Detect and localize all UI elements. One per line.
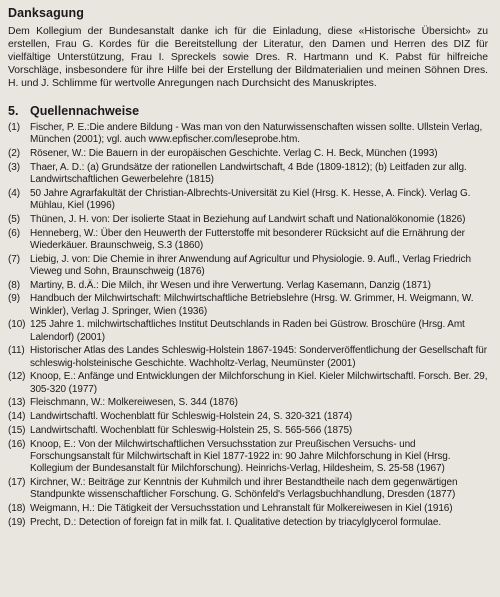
reference-number: (9): [8, 293, 20, 305]
reference-item: [8, 439, 488, 476]
reference-number: (14): [8, 411, 26, 423]
reference-text: Thaer, A. D.: (a) Grundsätze der rationellen Landwirtschaft, 4 Bde (1809-1812); (b) Leitfaden zur allg. Landwirtschaftlichen Gewerbelehre (1815): [30, 161, 467, 185]
reference-text: Knoop, E.: Von der Milchwirtschaftlichen Versuchsstation zur Preußischen Versuchs- und Forschungsanstalt für Milchwirtschaft in Kiel 1877-1922 in: 90 Jahre Milchforschung in Kiel (Hrsg. Kollegium der Bundesanstalt für Milchforschung). Heinrichs-Verlag, Hildesheim, S. 25-58 (1967): [30, 438, 451, 475]
reference-text: 125 Jahre 1. milchwirtschaftliches Institut Deutschlands in Raden bei Güstrow. Broschüre (Hrsg. Amt Lalendorf) (2001): [30, 319, 465, 343]
reference-item: [8, 122, 488, 146]
section-number: 5.: [8, 104, 19, 118]
reference-text: Knoop, E.: Anfänge und Entwicklungen der Milchforschung in Kiel. Kieler Milchwirtschaftl. Forsch. Ber. 29, 305-320 (1977): [30, 371, 488, 395]
reference-number: (16): [8, 438, 26, 450]
reference-number: (17): [8, 476, 26, 488]
reference-text: Kirchner, W.: Beiträge zur Kenntnis der Kuhmilch und ihrer Bestandtheile nach dem gegenwärtigen Standpunkte wissenschaftlicher Forschung. G. Schönfeld's Verlagsbuchhandlung, Dresden (1877): [30, 476, 458, 501]
reference-number: (7): [8, 253, 20, 265]
reference-item: [8, 425, 488, 437]
reference-text: Martiny, B. d.Ä.: Die Milch, ihr Wesen und ihre Verwertung. Verlag Kasemann, Danzig (1871): [30, 279, 431, 291]
reference-text: Liebig, J. von: Die Chemie in ihrer Anwendung auf Agricultur und Physiologie. 9. Aufl., Verlag Friedrich Vieweg und Sohn, Braunschweig (1876): [30, 253, 471, 277]
reference-text: Rösener, W.: Die Bauern in der europäischen Geschichte. Verlag C. H. Beck, München (1993): [30, 148, 438, 159]
reference-number: (10): [8, 319, 26, 331]
reference-item: [8, 345, 488, 369]
reference-text: Fleischmann, W.: Molkereiwesen, S. 344 (1876): [30, 397, 238, 409]
reference-number: (19): [8, 516, 26, 528]
reference-number: (12): [8, 371, 26, 383]
reference-text: Thünen, J. H. von: Der isolierte Staat in Beziehung auf Landwirt schaft und Nationalökonomie (1826): [30, 213, 466, 225]
reference-number: (18): [8, 502, 26, 514]
reference-item: [8, 188, 488, 212]
reference-text: Henneberg, W.: Über den Heuwerth der Futterstoffe mit besonderer Rücksicht auf die Ernährung der Wiederkäuer. Braunschweig, S.3 (1860): [30, 227, 465, 251]
reference-item: [8, 411, 488, 423]
reference-item: [8, 517, 488, 529]
reference-number: (11): [8, 345, 25, 357]
reference-text: 50 Jahre Agrarfakultät der Christian-Albrechts-Universität zu Kiel (Hrsg. K. Hesse, A. Finck). Verlag G. Mühlau, Kiel (1996): [30, 187, 471, 211]
reference-text: Precht, D.: Detection of foreign fat in milk fat. I. Qualitative detection by triacylglycerol formulae.: [30, 516, 441, 528]
reference-item: [8, 477, 488, 501]
reference-text: Landwirtschaftl. Wochenblatt für Schleswig-Holstein 25, S. 565-566 (1875): [30, 424, 353, 436]
reference-text: Fischer, P. E.:Die andere Bildung - Was man von den Naturwissenschaften wissen sollte. Ullstein Verlag, München (2001); vgl. auch www.epfischer.com/leseprobe.htm.: [30, 122, 483, 146]
reference-text: Handbuch der Milchwirtschaft: Milchwirtschaftliche Betriebslehre (Hrsg. W. Grimmer, H. Weigmann, W. Winkler), Verlag J. Springer, Wien (1936): [30, 293, 474, 317]
reference-number: (6): [8, 227, 20, 239]
acknowledgements-text: Dem Kollegium der Bundesanstalt danke ich für die Einladung, diese «Historische Übersicht» zu erstellen, Frau G. Kordes für die Bereitstellung der Literatur, den Damen und Herren des DIZ für vielfältige Unterstützung, Frau I. Spreckels sowie Dres. R. Hartmann und K. Pabst für hilfreiche Vorschläge, insbesondere für ihre Hilfe bei der Erstellung der Bildmaterialien und meinen Söhnen Dres. H. und J. Schlimme für wertvolle Anregungen nach Durchsicht des Manuskriptes.: [8, 26, 488, 89]
reference-number: (13): [8, 397, 26, 409]
reference-item: [8, 503, 488, 515]
reference-item: [8, 162, 488, 186]
reference-item: [8, 319, 488, 343]
reference-item: [8, 397, 488, 409]
reference-item: [8, 280, 488, 292]
section-title: Quellennachweise: [30, 104, 140, 118]
reference-number: (2): [8, 148, 20, 159]
reference-item: [8, 228, 488, 252]
reference-item: [8, 148, 488, 160]
sources-heading: [8, 104, 488, 119]
reference-item: [8, 371, 488, 395]
reference-item: [8, 214, 488, 226]
reference-text: Landwirtschaftl. Wochenblatt für Schleswig-Holstein 24, S. 320-321 (1874): [30, 411, 353, 423]
reference-text: Weigmann, H.: Die Tätigkeit der Versuchsstation und Lehranstalt für Molkereiwesen in Kiel (1916): [30, 502, 453, 514]
reference-item: [8, 293, 488, 317]
reference-number: (1): [8, 122, 20, 133]
acknowledgements-heading: Danksagung: [8, 6, 85, 20]
reference-number: (5): [8, 213, 20, 225]
reference-number: (15): [8, 424, 26, 436]
reference-text: Historischer Atlas des Landes Schleswig-Holstein 1867-1945: Sonderveröffentlichung der Gesellschaft für schleswig-holsteinische Geschichte. Wachholtz-Verlag, Neumünster (2001): [30, 345, 487, 369]
reference-number: (8): [8, 279, 20, 291]
reference-number: (3): [8, 161, 20, 173]
reference-item: [8, 254, 488, 278]
reference-number: (4): [8, 187, 20, 199]
reference-list: [8, 122, 488, 529]
